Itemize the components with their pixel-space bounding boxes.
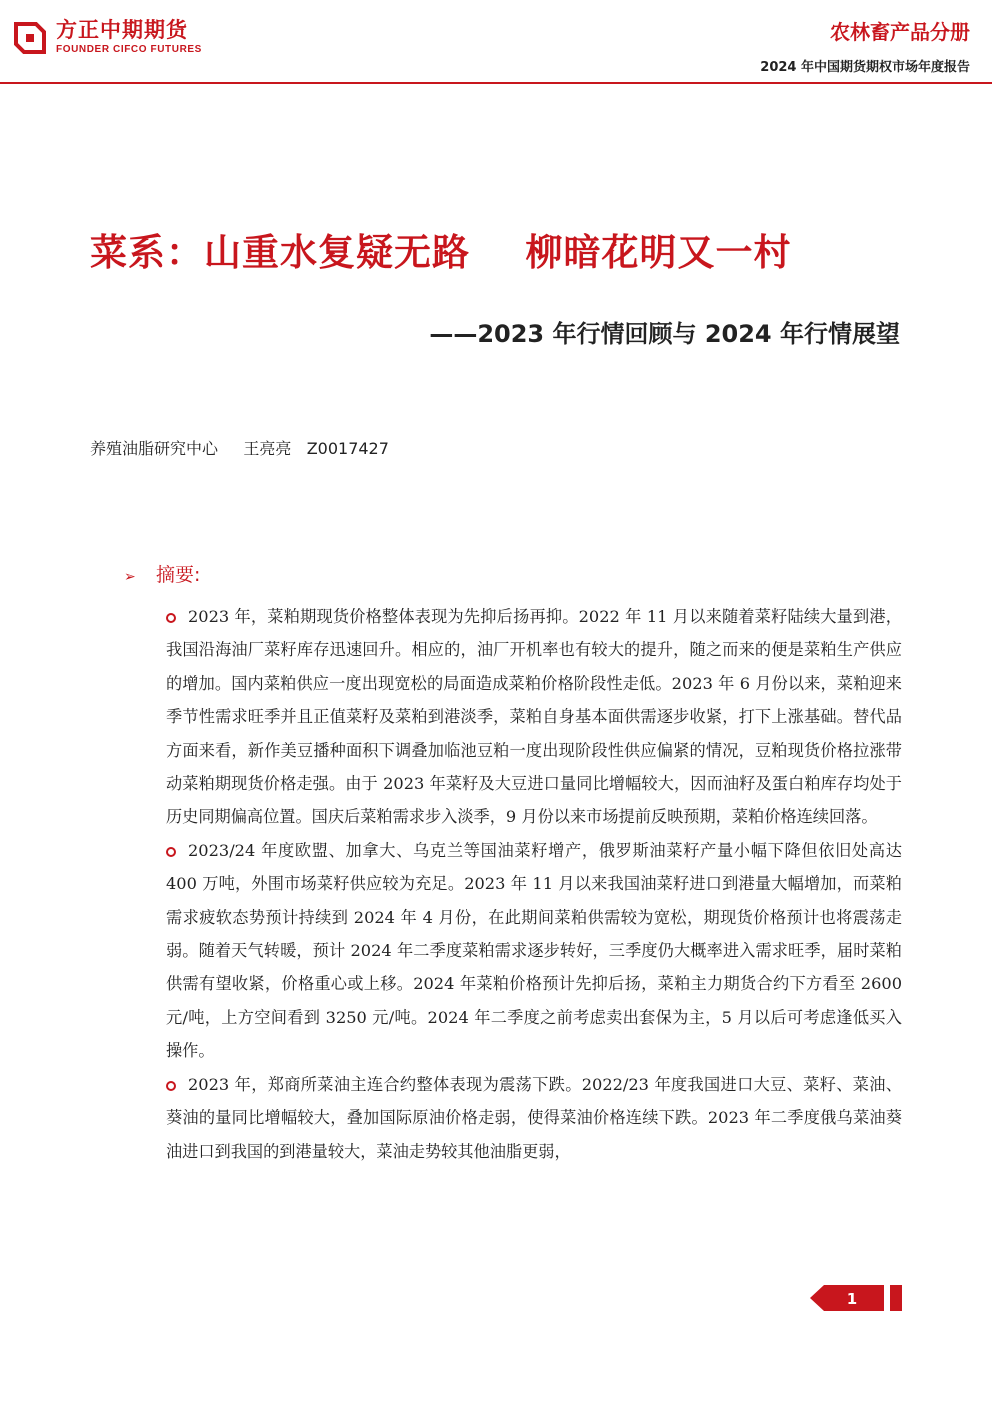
page-number-marker <box>810 1285 902 1311</box>
paragraph-text: 2023 年，郑商所菜油主连合约整体表现为震荡下跌。2022/23 年度我国进口大豆、菜籽、菜油、葵油的量同比增幅较大，叠加国际原油价格走弱，使得菜油价格连续下跌。2023 年二季度俄乌菜油葵油进口到我国的到港量较大，菜油走势较其他油脂更弱， <box>166 1074 902 1161</box>
header-divider <box>0 82 992 84</box>
abstract-label: 摘要: <box>156 564 201 586</box>
abstract-body <box>166 600 902 1168</box>
company-logo-icon <box>12 20 48 56</box>
header-report-title: 2024 年中国期货期权市场年度报告 <box>760 60 970 75</box>
abstract-paragraph <box>166 1068 902 1168</box>
paragraph-text: 2023/24 年度欧盟、加拿大、乌克兰等国油菜籽增产，俄罗斯油菜籽产量小幅下降但依旧处高达 400 万吨，外围市场菜籽供应较为充足。2023 年 11 月以来我国油菜籽进口到港量大幅增加，而菜粕需求疲软态势预计持续到 2024 年 4 月份，在此期间菜粕供需较为宽松，期现货价格预计也将震荡走弱。随着天气转暖，预计 2024 年二季度菜粕需求逐步转好，三季度仍大概率进入需求旺季，届时菜粕供需有望收紧，价格重心或上移。2024 年菜粕价格预计先抑后扬，菜粕主力期货合约下方看至 2600 元/吨，上方空间看到 3250 元/吨。2024 年二季度之前考虑卖出套保为主，5 月以后可考虑逢低买入操作。 <box>166 840 902 1061</box>
abstract-paragraph <box>166 834 902 1068</box>
circle-bullet-icon <box>166 1081 176 1091</box>
document-title: 菜系：山重水复疑无路 柳暗花明又一村 <box>90 231 792 274</box>
page-number: 1 <box>846 1290 858 1308</box>
arrow-bullet-icon: ➢ <box>124 569 136 585</box>
author-line: 养殖油脂研究中心 王亮亮 Z0017427 <box>90 439 389 458</box>
logo-text-en: FOUNDER CIFCO FUTURES <box>56 44 202 55</box>
logo-text-cn: 方正中期期货 <box>56 18 188 42</box>
document-subtitle: ——2023 年行情回顾与 2024 年行情展望 <box>429 320 900 348</box>
circle-bullet-icon <box>166 613 176 623</box>
paragraph-text: 2023 年，菜粕期现货价格整体表现为先抑后扬再抑。2022 年 11 月以来随着菜籽陆续大量到港，我国沿海油厂菜籽库存迅速回升。相应的，油厂开机率也有较大的提升，随之而来的便是菜粕生产供应的增加。国内菜粕供应一度出现宽松的局面造成菜粕价格阶段性走低。2023 年 6 月份以来，菜粕迎来季节性需求旺季并且正值菜籽及菜粕到港淡季，菜粕自身基本面供需逐步收紧，打下上涨基础。替代品方面来看，新作美豆播种面积下调叠加临池豆粕一度出现阶段性供应偏紧的情况，豆粕现货价格拉涨带动菜粕期现货价格走强。由于 2023 年菜籽及大豆进口量同比增幅较大，因而油籽及蛋白粕库存均处于历史同期偏高位置。国庆后菜粕需求步入淡季，9 月份以来市场提前反映预期，菜粕价格连续回落。 <box>166 607 902 827</box>
abstract-heading <box>124 560 200 587</box>
header-section-title: 农林畜产品分册 <box>830 20 970 44</box>
abstract-paragraph <box>166 600 902 834</box>
circle-bullet-icon <box>166 847 176 857</box>
